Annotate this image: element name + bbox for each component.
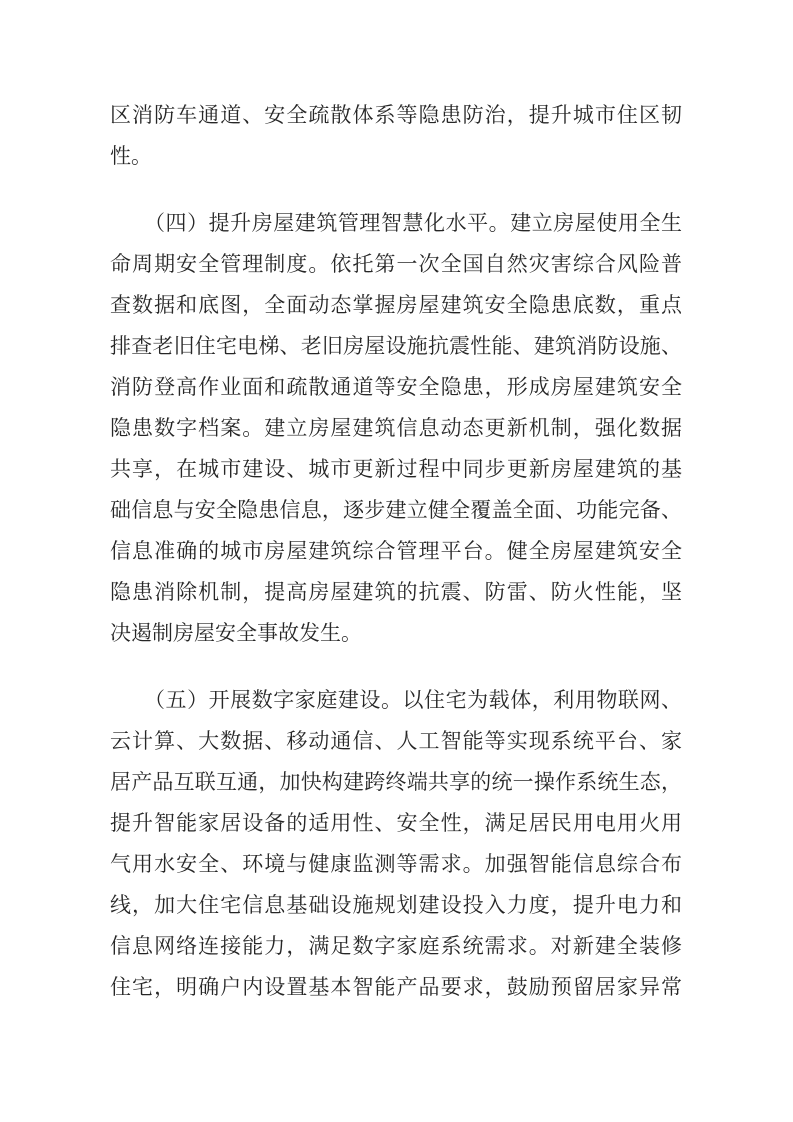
text-line: 决遏制房屋安全事故发生。	[110, 621, 362, 645]
text-line: 信息准确的城市房屋建筑综合管理平台。健全房屋建筑安全	[110, 539, 682, 563]
text-line: （五）开展数字家庭建设。以住宅为载体，利用物联网、	[144, 688, 682, 712]
text-line: 提升智能家居设备的适用性、安全性，满足居民用电用火用	[110, 811, 682, 835]
text-line: 区消防车通道、安全疏散体系等隐患防治，提升城市住区韧	[110, 103, 682, 127]
text-line: 消防登高作业面和疏散通道等安全隐患，形成房屋建筑安全	[110, 375, 682, 399]
paragraph	[110, 95, 682, 177]
text-line: 隐患消除机制，提高房屋建筑的抗震、防雷、防火性能，坚	[110, 580, 682, 604]
text-line: 性。	[110, 144, 152, 168]
text-line: 信息网络连接能力，满足数字家庭系统需求。对新建全装修	[110, 934, 682, 958]
paragraph	[110, 203, 682, 654]
text-line: 线，加大住宅信息基础设施规划建设投入力度，提升电力和	[110, 893, 682, 917]
text-line: 居产品互联互通，加快构建跨终端共享的统一操作系统生态，	[110, 770, 682, 794]
document-text-block	[110, 95, 682, 1008]
text-line: 隐患数字档案。建立房屋建筑信息动态更新机制，强化数据	[110, 416, 682, 440]
text-line: 础信息与安全隐患信息，逐步建立健全覆盖全面、功能完备、	[110, 498, 682, 522]
text-line: （四）提升房屋建筑管理智慧化水平。建立房屋使用全生	[144, 211, 682, 235]
text-line: 查数据和底图，全面动态掌握房屋建筑安全隐患底数，重点	[110, 293, 682, 317]
text-line: 共享，在城市建设、城市更新过程中同步更新房屋建筑的基	[110, 457, 682, 481]
text-line: 住宅，明确户内设置基本智能产品要求，鼓励预留居家异常	[110, 975, 682, 999]
paragraph	[110, 680, 682, 1008]
text-line: 气用水安全、环境与健康监测等需求。加强智能信息综合布	[110, 852, 682, 876]
text-line: 云计算、大数据、移动通信、人工智能等实现系统平台、家	[110, 729, 682, 753]
text-line: 排查老旧住宅电梯、老旧房屋设施抗震性能、建筑消防设施、	[110, 334, 682, 358]
text-line: 命周期安全管理制度。依托第一次全国自然灾害综合风险普	[110, 252, 682, 276]
